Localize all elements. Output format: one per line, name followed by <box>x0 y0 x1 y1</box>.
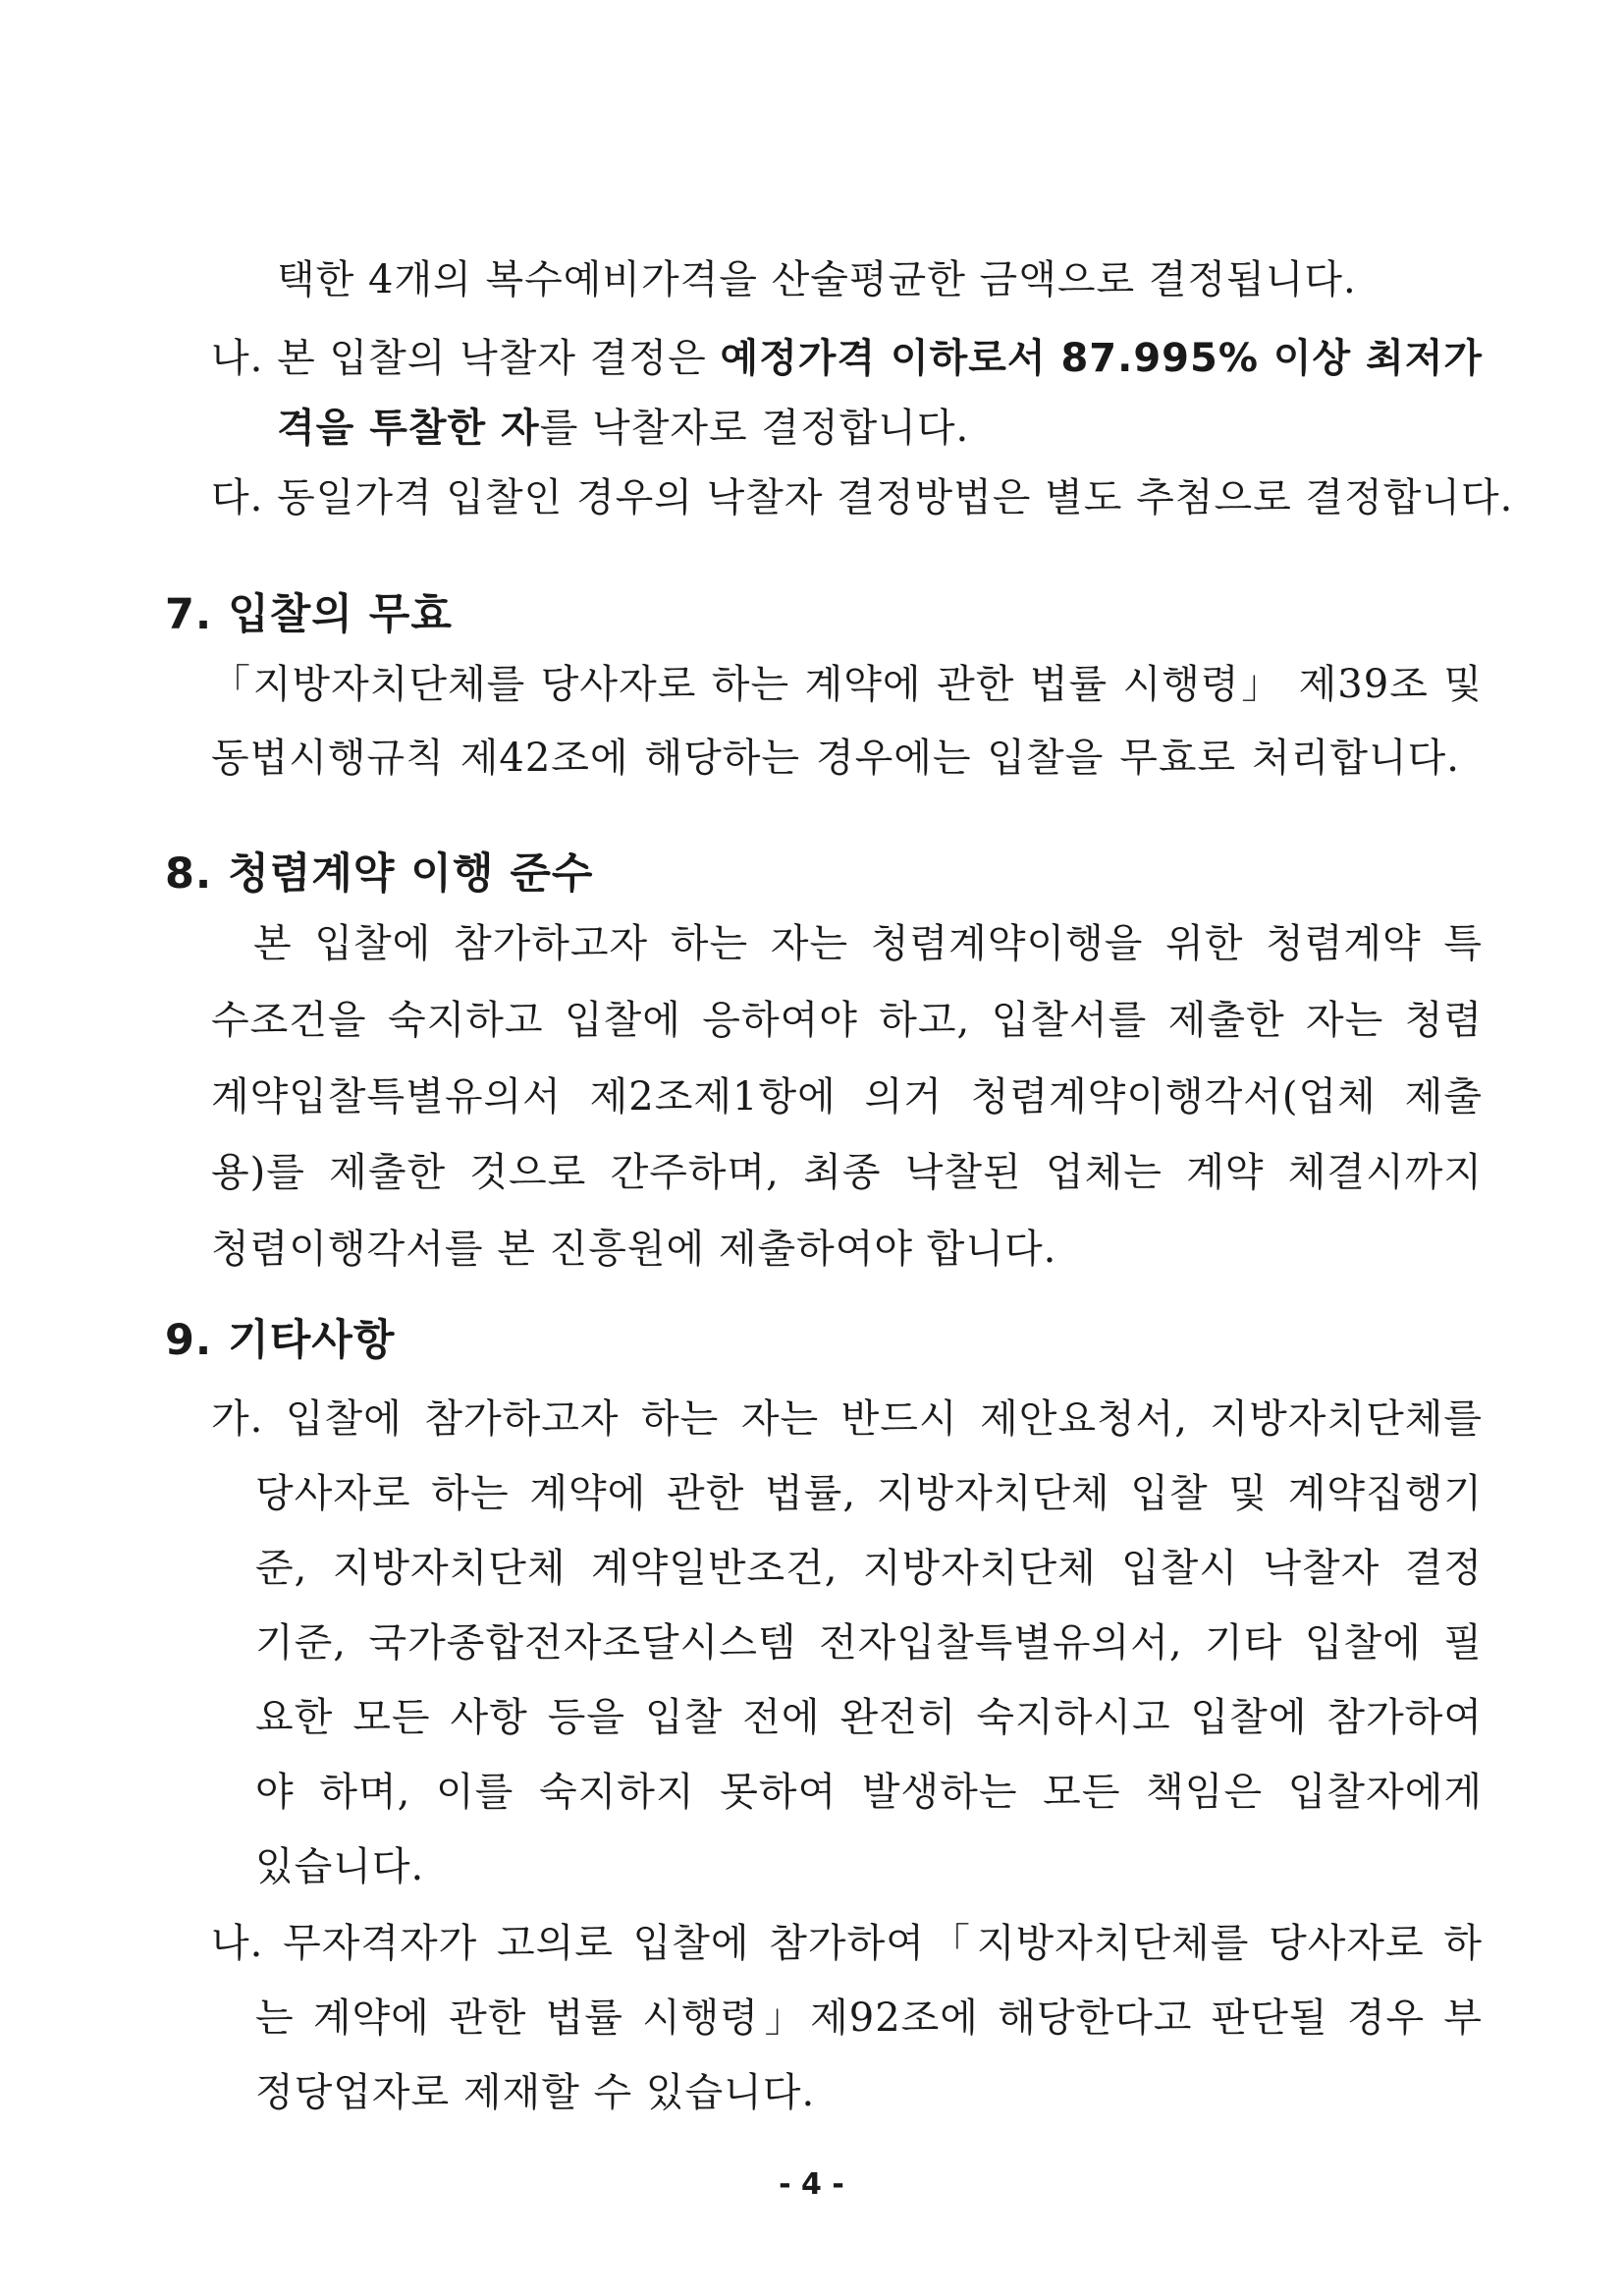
section7-line: 동법시행규칙 제42조에 해당하는 경우에는 입찰을 무효로 처리합니다. <box>211 736 1460 781</box>
section8-line: 청렴이행각서를 본 진흥원에 제출하여야 합니다. <box>211 1227 1057 1272</box>
section8-heading: 8. 청렴계약 이행 준수 <box>165 849 594 899</box>
section6-item-na-line2: 격을 투찰한 자를 낙찰자로 결정합니다. <box>277 406 970 451</box>
section9-item-ga-line: 있습니다. <box>255 1844 425 1889</box>
section6-item-na-line1: 나. 본 입찰의 낙찰자 결정은 예정가격 이하로서 87.995% 이상 최저가 <box>211 336 1483 381</box>
section8-line: 본 입찰에 참가하고자 하는 자는 청렴계약이행을 위한 청렴계약 특 <box>253 921 1483 966</box>
section6-item-da: 다. 동일가격 입찰인 경우의 낙찰자 결정방법은 별도 추첨으로 결정합니다. <box>211 475 1514 520</box>
section6-continued-line: 택한 4개의 복수예비가격을 산술평균한 금액으로 결정됩니다. <box>277 257 1357 302</box>
section7-heading: 7. 입찰의 무효 <box>165 590 453 639</box>
section9-item-ga-line: 기준, 국가종합전자조달시스템 전자입찰특별유의서, 기타 입찰에 필 <box>255 1620 1483 1666</box>
section8-line: 수조건을 숙지하고 입찰에 응하여야 하고, 입찰서를 제출한 자는 청렴 <box>211 998 1483 1043</box>
bold-award-criteria: 예정가격 이하로서 87.995% 이상 최저가 <box>720 336 1483 381</box>
section8-line: 계약입찰특별유의서 제2조제1항에 의거 청렴계약이행각서(업체 제출 <box>211 1074 1483 1120</box>
section9-heading: 9. 기타사항 <box>165 1316 396 1365</box>
section9-item-ga-line: 가. 입찰에 참가하고자 하는 자는 반드시 제안요청서, 지방자치단체를 <box>211 1396 1483 1442</box>
page-number: - 4 - <box>779 2167 844 2202</box>
section9-item-ga-line: 요한 모든 사항 등을 입찰 전에 완전히 숙지하시고 입찰에 참가하여 <box>255 1695 1483 1740</box>
section9-item-ga-line: 당사자로 하는 계약에 관한 법률, 지방자치단체 입찰 및 계약집행기 <box>255 1471 1483 1516</box>
section9-item-na-line: 나. 무자격자가 고의로 입찰에 참가하여「지방자치단체를 당사자로 하 <box>211 1921 1483 1966</box>
section9-item-ga-line: 야 하며, 이를 숙지하지 못하여 발생하는 모든 책임은 입찰자에게 <box>255 1770 1483 1815</box>
section9-item-na-line: 정당업자로 제재할 수 있습니다. <box>255 2070 816 2115</box>
section7-line: 「지방자치단체를 당사자로 하는 계약에 관한 법률 시행령」 제39조 및 <box>211 662 1483 707</box>
section8-line: 용)를 제출한 것으로 간주하며, 최종 낙찰된 업체는 계약 체결시까지 <box>211 1150 1483 1195</box>
section9-item-na-line: 는 계약에 관한 법률 시행령」제92조에 해당한다고 판단될 경우 부 <box>255 1995 1483 2041</box>
section9-item-ga-line: 준, 지방자치단체 계약일반조건, 지방자치단체 입찰시 낙찰자 결정 <box>255 1546 1483 1591</box>
bold-award-criteria-cont: 격을 투찰한 자 <box>277 406 540 451</box>
